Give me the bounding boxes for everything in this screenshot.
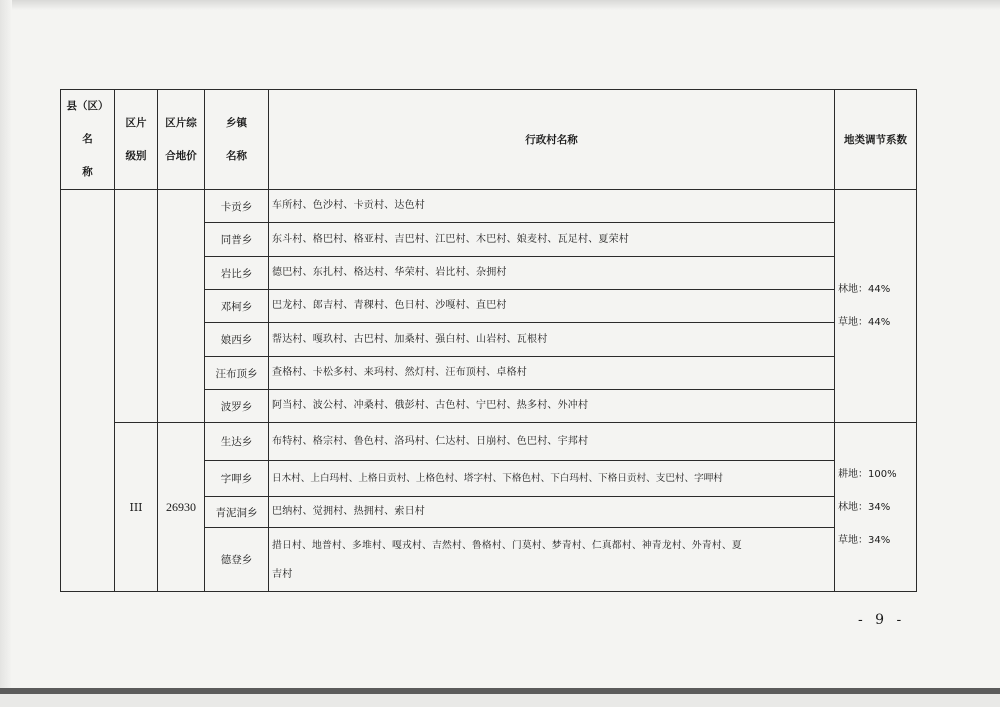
coefficient-cell	[835, 190, 917, 423]
header-row	[61, 90, 917, 190]
header-villages: 行政村名称	[269, 90, 835, 190]
zone-level-cell: III	[115, 423, 158, 592]
town-cell: 生达乡	[205, 423, 269, 461]
town-cell: 青泥洞乡	[205, 497, 269, 528]
villages-cell: 查格村、卡松多村、来玛村、然灯村、汪布顶村、卓格村	[269, 357, 835, 390]
scan-shadow-left	[0, 0, 12, 707]
town-cell: 字呷乡	[205, 461, 269, 497]
zone-price-cell: 26930	[158, 423, 205, 592]
page-number: - 9 -	[858, 612, 906, 628]
villages-cell: 德巴村、东扎村、格达村、华荣村、岩比村、杂拥村	[269, 257, 835, 290]
header-county: 县（区）名 称	[61, 90, 115, 190]
header-zone-price: 区片综 合地价	[158, 90, 205, 190]
zone-level-cell	[115, 190, 158, 423]
town-cell: 汪布顶乡	[205, 357, 269, 390]
town-cell: 娘西乡	[205, 323, 269, 357]
town-cell: 岩比乡	[205, 257, 269, 290]
villages-cell: 车所村、色沙村、卡贡村、达色村	[269, 190, 835, 223]
town-cell: 邓柯乡	[205, 290, 269, 323]
villages-line: 措日村、地普村、多堆村、嘎戎村、吉然村、鲁格村、门莫村、梦青村、仁真都村、神青龙村、外青村、夏	[272, 539, 742, 551]
town-cell: 同普乡	[205, 223, 269, 257]
county-cell	[61, 190, 115, 592]
coefficient-grass: 草地：44%	[838, 317, 891, 328]
town-cell: 卡贡乡	[205, 190, 269, 223]
villages-cell: 阿当村、波公村、冲桑村、俄彭村、古色村、宁巴村、热多村、外冲村	[269, 390, 835, 423]
villages-line: 吉村	[272, 568, 293, 580]
zone-price-cell	[158, 190, 205, 423]
town-cell: 德登乡	[205, 528, 269, 592]
villages-cell: 东斗村、格巴村、格亚村、吉巴村、江巴村、木巴村、娘麦村、瓦足村、夏荣村	[269, 223, 835, 257]
villages-cell: 日木村、上白玛村、上格日贡村、上格色村、塔字村、下格色村、下白玛村、下格日贡村、支巴村、字呷村	[269, 461, 835, 497]
header-town: 乡镇 名称	[205, 90, 269, 190]
scan-shadow-top	[0, 0, 1000, 10]
table-row	[61, 423, 917, 461]
coefficient-grass: 草地：34%	[838, 534, 891, 546]
villages-cell: 帮达村、嘎玖村、古巴村、加桑村、强白村、山岩村、瓦根村	[269, 323, 835, 357]
villages-cell	[269, 528, 835, 592]
coefficient-cell	[835, 423, 917, 592]
villages-cell: 巴纳村、觉拥村、热拥村、索日村	[269, 497, 835, 528]
table-row	[61, 190, 917, 223]
villages-cell: 巴龙村、郎吉村、青稞村、色日村、沙嘎村、直巴村	[269, 290, 835, 323]
town-cell: 波罗乡	[205, 390, 269, 423]
scan-edge-margin	[0, 694, 1000, 707]
coefficient-farmland: 耕地：100%	[838, 468, 897, 480]
header-zone-level: 区片 级别	[115, 90, 158, 190]
coefficient-forest: 林地：44%	[838, 284, 891, 295]
header-coefficient: 地类调节系数	[835, 90, 917, 190]
villages-cell: 布特村、格宗村、鲁色村、洛玛村、仁达村、日崩村、色巴村、宇邦村	[269, 423, 835, 461]
coefficient-forest: 林地：34%	[838, 501, 891, 513]
land-price-table	[60, 89, 917, 592]
